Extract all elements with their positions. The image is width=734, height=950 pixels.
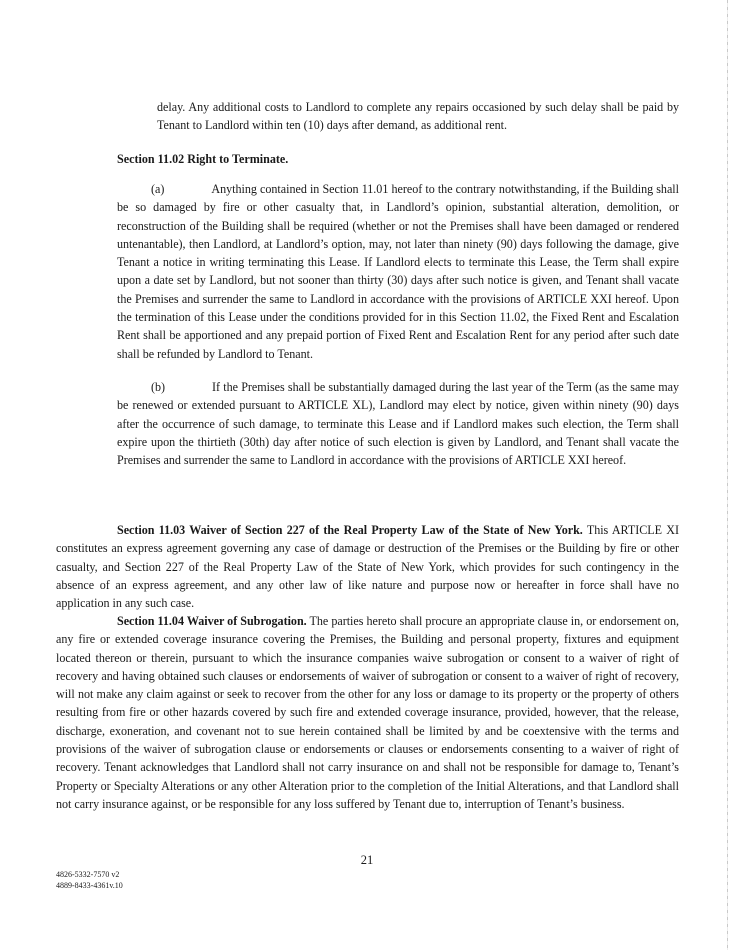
paragraph-a-text: Anything contained in Section 11.01 hereof to the contrary notwithstanding, if the Building shall be so damaged by fire or other casualty that, in Landlord’s opinion, substantial alteration, demolition, or reconstruction of the Building shall be required (whether or not the Premises shall have been damaged or rendered untenantable), then Landlord, at Landlord’s option, may, not later than ninety (90) days following the damage, give Tenant a notice in writing terminating this Lease. If Landlord elects to terminate this Lease, the Term shall expire upon a date set by Landlord, but not sooner than thirty (30) days after such notice is given, and Tenant shall vacate the Premises and surrender the same to Landlord in accordance with the provisions of ARTICLE XXI hereof. Upon the termination of this Lease under the conditions provided for in this Section 11.02, the Fixed Rent and Escalation Rent shall be apportioned and any prepaid portion of Fixed Rent and Escalation Rent for any period after such date shall be refunded by Landlord to Tenant. — [117, 182, 679, 361]
section-11-03-heading: Section 11.03 Waiver of Section 227 of the Real Property Law of the State of New York. — [117, 523, 583, 537]
section-11-04-heading: Section 11.04 Waiver of Subrogation. — [117, 614, 307, 628]
paragraph-a-marker: (a) — [151, 182, 165, 196]
continuation-paragraph: delay. Any additional costs to Landlord to complete any repairs occasioned by such delay shall be paid by Tenant to Landlord within ten (10) days after demand, as additional rent. — [157, 100, 679, 133]
section-11-02-paragraph-b — [117, 378, 679, 469]
section-11-03-text: This ARTICLE XI constitutes an express agreement governing any case of damage or destruction of the Premises or the Building by fire or other casualty, and Section 227 of the Real Property Law of the State of New York, which provides for such contingency in the absence of an express agreement, and any other law of like nature and purpose now or hereafter in force shall have no application in any such case. — [56, 523, 679, 611]
paragraph-b-text: If the Premises shall be substantially damaged during the last year of the Term (as the same may be renewed or extended pursuant to ARTICLE XL), Landlord may elect by notice, given within ninety (90) days after the occurrence of such damage, to terminate this Lease and if Landlord makes such election, the Term shall expire upon the thirtieth (30th) day after notice of such election is given by Landlord, and Tenant shall vacate the Premises and surrender the same to Landlord in accordance with the provisions of ARTICLE XXI hereof. — [117, 380, 679, 468]
section-11-03-paragraph — [56, 521, 679, 612]
document-id-2: 4889-8433-4361v.10 — [56, 881, 123, 890]
section-11-04-text: The parties hereto shall procure an appropriate clause in, or endorsement on, any fire or extended coverage insurance covering the Premises, the Building and personal property, fixtures and equipment located thereon or therein, pursuant to which the insurance companies waive subrogation or consent to a waiver of right of recovery and having obtained such clauses or endorsements of waiver of subrogation or consent to a waiver of right of recovery, will not make any claim against or seek to recover from the other for any loss or damage to its property or the property of others resulting from fire or other hazards covered by such fire and extended coverage insurance, provided, however, that the release, discharge, exoneration, and covenant not to sue herein contained shall be limited by and be coextensive with the terms and provisions of the waiver of subrogation clause or endorsements or clauses or endorsements consenting to a waiver of right of recovery. Tenant acknowledges that Landlord shall not carry insurance on and shall not be responsible for damage to, Tenant’s Property or Specialty Alterations or any other Alteration prior to the completion of the Initial Alterations, and that Landlord shall not carry insurance against, or be responsible for any loss suffered by Tenant due to, interruption of Tenant’s business. — [56, 614, 679, 811]
document-id-1: 4826-5332-7570 v2 — [56, 870, 120, 879]
paragraph-b-marker: (b) — [151, 380, 166, 394]
section-11-02-paragraph-a — [117, 180, 679, 363]
scan-edge-line — [727, 0, 728, 950]
section-11-02-heading: Section 11.02 Right to Terminate. — [117, 152, 289, 166]
section-11-04-paragraph — [56, 612, 679, 813]
page-number: 21 — [360, 853, 374, 867]
